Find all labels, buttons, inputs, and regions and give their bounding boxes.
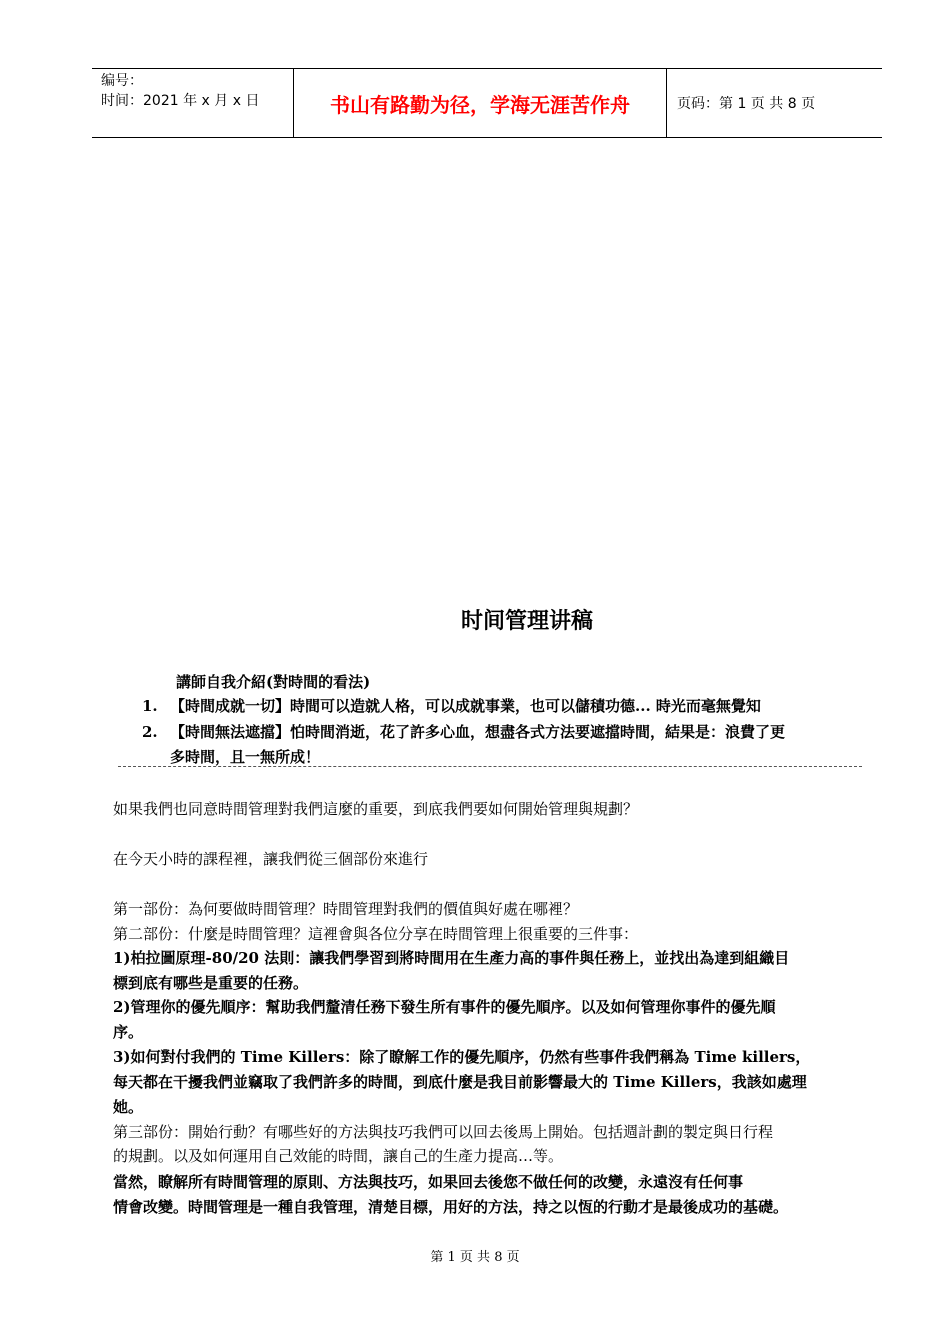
page-title: 时间管理讲稿 bbox=[460, 609, 593, 634]
header-left-cell bbox=[92, 69, 293, 137]
item2-number: 2. bbox=[142, 723, 158, 741]
page-footer: 第 1 页 共 8 页 bbox=[430, 1250, 520, 1265]
part-three-line1: 第三部份：開始行動？有哪些好的方法與技巧我們可以回去後馬上開始。包括週計劃的製定與日行程 bbox=[113, 1123, 774, 1141]
item1-text: 【時間成就一切】時間可以造就人格，可以成就事業，也可以儲積功德... 時光而毫無覺知 bbox=[170, 697, 761, 715]
part-two-item2-line2: 序。 bbox=[113, 1023, 144, 1041]
closing-line1: 當然，瞭解所有時間管理的原則、方法與技巧，如果回去後您不做任何的改變，永遠沒有任何事 bbox=[113, 1173, 744, 1191]
item2-text-line2: 多時間，且一無所成！ bbox=[170, 748, 321, 766]
part-two-item3-line3: 她。 bbox=[113, 1098, 144, 1116]
closing-line2: 情會改變。時間管理是一種自我管理，清楚目標，用好的方法，持之以恆的行動才是最後成功的基礎。 bbox=[113, 1198, 789, 1216]
number-label: 编号： bbox=[101, 73, 143, 89]
motto: 书山有路勤为径，学海无涯苦作舟 bbox=[293, 69, 667, 137]
paragraph-1: 如果我們也同意時間管理對我們這麼的重要，到底我們要如何開始管理與規劃？ bbox=[113, 800, 639, 818]
part-one: 第一部份：為何要做時間管理？時間管理對我們的價值與好處在哪裡？ bbox=[113, 900, 579, 918]
section-divider bbox=[118, 766, 862, 767]
paragraph-2: 在今天小時的課程裡，讓我們從三個部份來進行 bbox=[113, 850, 429, 868]
part-two-item1-line2: 標到底有哪些是重要的任務。 bbox=[113, 974, 309, 992]
part-two-item2-line1: 2)管理你的優先順序：幫助我們釐清任務下發生所有事件的優先順序。以及如何管理你事件的優先順 bbox=[113, 998, 776, 1016]
time-label: 时间：2021 年 x 月 x 日 bbox=[101, 93, 260, 109]
item2-text-line1: 【時間無法遮擋】怕時間消逝，花了許多心血，想盡各式方法要遮擋時間，結果是：浪費了更 bbox=[170, 723, 786, 741]
intro-heading: 講師自我介紹(對時間的看法) bbox=[176, 673, 371, 691]
part-two-item1-line1: 1)柏拉圖原理-80/20 法則：讓我們學習到將時間用在生產力高的事件與任務上，並找出為達到組織目 bbox=[113, 949, 790, 967]
document-header bbox=[92, 68, 882, 138]
part-two-item3-line2: 每天都在干擾我們並竊取了我們許多的時間，到底什麼是我目前影響最大的 Time Killers，我該如處理 bbox=[113, 1073, 807, 1091]
part-two: 第二部份：什麼是時間管理？這裡會與各位分享在時間管理上很重要的三件事： bbox=[113, 925, 639, 943]
part-two-item3-line1: 3)如何對付我們的 Time Killers：除了瞭解工作的優先順序，仍然有些事件我們稱為 Time killers， bbox=[113, 1048, 811, 1066]
item1-number: 1. bbox=[142, 697, 158, 715]
page-info: 页码：第 1 页 共 8 页 bbox=[677, 96, 816, 112]
part-three-line2: 的規劃。以及如何運用自己效能的時間，讓自己的生產力提高…等。 bbox=[113, 1147, 564, 1165]
